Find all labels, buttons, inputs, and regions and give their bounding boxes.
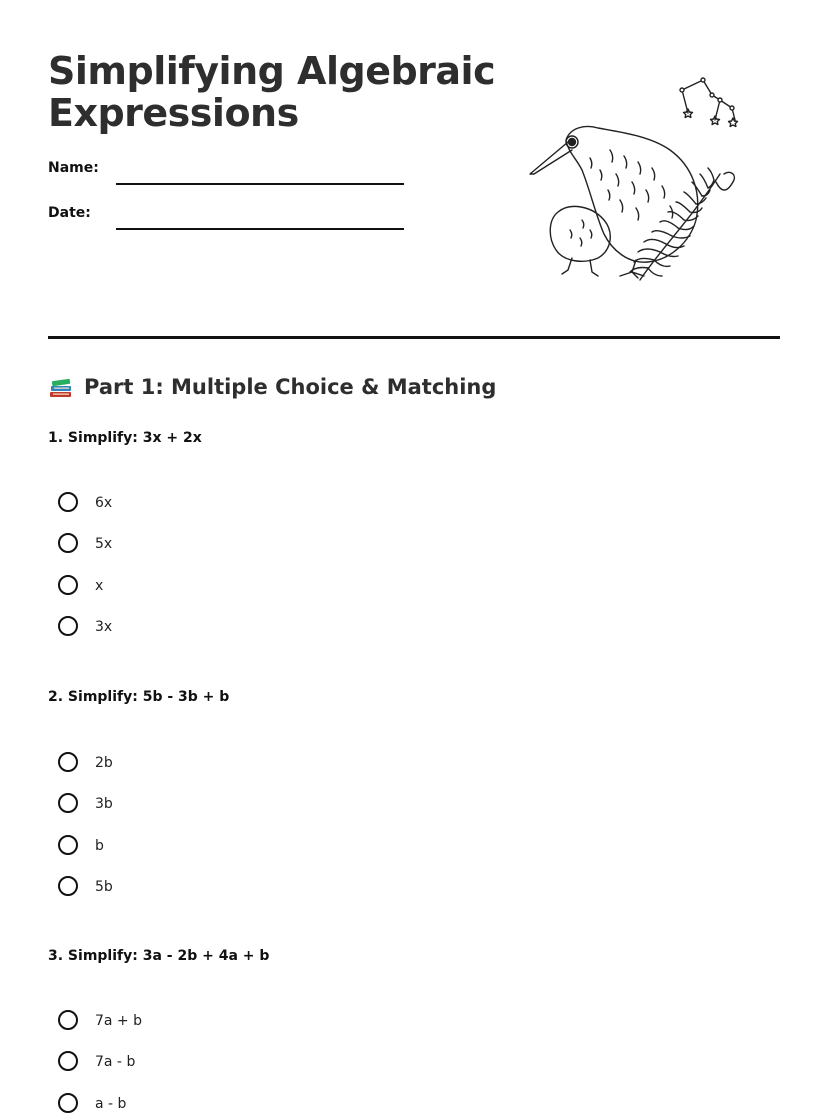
radio-button[interactable] <box>58 752 78 772</box>
answer-option[interactable] <box>58 835 458 861</box>
option-label: 2b <box>95 755 113 771</box>
option-label: 3x <box>95 619 113 635</box>
answer-option[interactable] <box>58 575 458 601</box>
option-label: x <box>95 578 104 594</box>
answer-option[interactable] <box>58 1051 458 1077</box>
option-label: 6x <box>95 495 113 511</box>
date-label: Date: <box>48 205 91 221</box>
radio-button[interactable] <box>58 876 78 896</box>
radio-button[interactable] <box>58 1051 78 1071</box>
radio-button[interactable] <box>58 835 78 855</box>
question-text: 1. Simplify: 3x + 2x <box>48 430 202 446</box>
option-label: 7a - b <box>95 1054 136 1070</box>
kiwi-illustration <box>520 70 745 290</box>
radio-button[interactable] <box>58 1010 78 1030</box>
radio-button[interactable] <box>58 533 78 553</box>
radio-button[interactable] <box>58 1093 78 1113</box>
name-input-line[interactable] <box>116 183 404 185</box>
answer-option[interactable] <box>58 492 458 518</box>
option-label: b <box>95 838 104 854</box>
answer-option[interactable] <box>58 793 458 819</box>
name-field[interactable] <box>48 160 408 190</box>
books-icon <box>48 374 74 400</box>
option-label: 5x <box>95 536 113 552</box>
question-3 <box>48 946 748 1112</box>
part1-heading <box>48 372 496 402</box>
question-text: 2. Simplify: 5b - 3b + b <box>48 689 230 705</box>
worksheet-title: Simplifying Algebraic Expressions <box>48 49 496 135</box>
answer-option[interactable] <box>58 752 458 778</box>
option-label: 7a + b <box>95 1013 143 1029</box>
question-text: 3. Simplify: 3a - 2b + 4a + b <box>48 948 270 964</box>
answer-option[interactable] <box>58 876 458 902</box>
constellation-icon <box>680 78 738 127</box>
question-1 <box>48 428 748 635</box>
radio-button[interactable] <box>58 793 78 813</box>
radio-button[interactable] <box>58 492 78 512</box>
answer-option[interactable] <box>58 1093 458 1119</box>
answer-option[interactable] <box>58 616 458 642</box>
answer-option[interactable] <box>58 1010 458 1036</box>
radio-button[interactable] <box>58 616 78 636</box>
date-input-line[interactable] <box>116 228 404 230</box>
option-label: 5b <box>95 879 113 895</box>
section-divider <box>48 336 780 339</box>
date-field[interactable] <box>48 205 408 235</box>
option-label: a - b <box>95 1096 127 1112</box>
option-label: 3b <box>95 796 113 812</box>
radio-button[interactable] <box>58 575 78 595</box>
answer-option[interactable] <box>58 533 458 559</box>
name-label: Name: <box>48 160 99 176</box>
question-2 <box>48 687 748 895</box>
part1-heading-text: Part 1: Multiple Choice & Matching <box>84 375 497 399</box>
